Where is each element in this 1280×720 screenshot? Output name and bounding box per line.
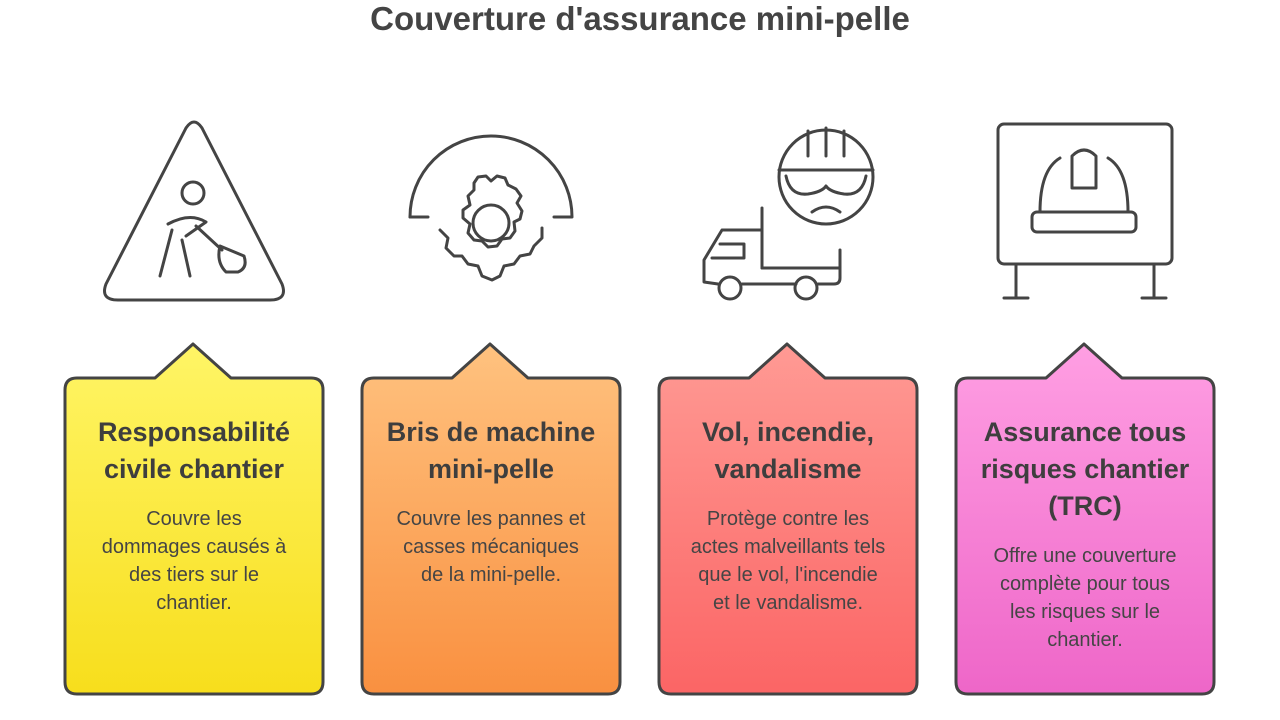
card-title: Assurance tous risques chantier (TRC) (980, 417, 1190, 521)
masked-thief-truck-icon (704, 128, 873, 299)
card-description: Couvre les pannes et casses mécaniques de la mini-pelle. (396, 508, 586, 586)
page-title: Couverture d'assurance mini-pelle (370, 0, 910, 37)
card-title: Responsabilité civile chantier (97, 417, 291, 484)
card-content (671, 414, 905, 617)
card-responsabilite-civile (63, 342, 325, 696)
card-content (968, 414, 1202, 654)
construction-worker-warning-icon (105, 122, 284, 300)
card-description: Protège contre les actes malveillants tels que le vol, l'incendie et le vandalisme. (690, 508, 886, 614)
card-description: Offre une couverture complète pour tous les risques sur le chantier. (993, 545, 1177, 651)
card-description: Couvre les dommages causés à des tiers sur le chantier. (101, 508, 287, 614)
card-bris-de-machine (360, 342, 622, 696)
card-content (77, 414, 311, 617)
card-vol-incendie-vandalisme (657, 342, 919, 696)
circular-saw-gear-icon (410, 136, 572, 280)
card-content (374, 414, 608, 589)
card-assurance-tous-risques (954, 342, 1216, 696)
card-title: Vol, incendie, vandalisme (701, 417, 875, 484)
card-title: Bris de machine mini-pelle (386, 417, 596, 484)
hard-hat-sign-icon (998, 124, 1172, 298)
